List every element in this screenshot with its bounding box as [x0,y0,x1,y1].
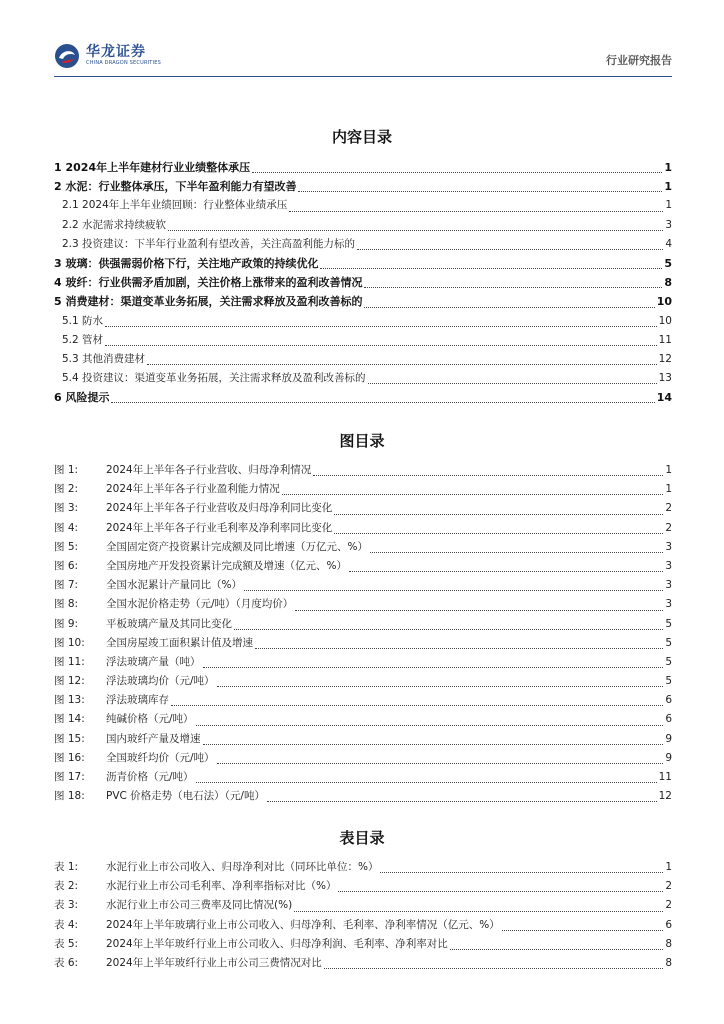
toc-entry[interactable] [54,177,672,196]
dot-leader [294,911,663,912]
table-entry-title: 水泥行业上市公司毛利率、净利率指标对比（%） [106,880,337,893]
toc-entry-title: 3 玻璃：供强需弱价格下行，关注地产政策的持续优化 [54,256,319,270]
table-entry[interactable] [54,858,672,877]
figure-entry-label: 图 11: [54,655,85,668]
table-entry-label: 表 4: [54,918,79,931]
table-entry-title: 2024年上半年玻璃行业上市公司收入、归母净利、毛利率、净利率情况（亿元、%） [106,918,500,931]
figure-entry[interactable] [54,634,672,653]
toc-entry-page: 4 [665,237,672,250]
table-entry-label: 表 5: [54,937,79,950]
toc-entry-page: 1 [665,199,672,212]
figure-entry-title: 2024年上半年各子行业盈利能力情况 [106,483,280,496]
toc-entry-title: 5 消费建材：渠道变革业务拓展，关注需求释放及盈利改善标的 [54,295,363,309]
figure-entry[interactable] [54,730,672,749]
dot-leader [380,872,663,873]
figure-entry-label: 图 16: [54,751,85,764]
table-entry-label: 表 1: [54,861,79,873]
figure-entry-page: 2 [665,502,672,515]
toc-entry-title: 1 2024年上半年建材行业业绩整体承压 [54,161,251,174]
figure-entry-page: 3 [665,559,672,572]
dot-leader [147,364,657,365]
table-entry-page: 8 [665,956,672,969]
dot-leader [196,725,664,726]
dot-leader [313,475,663,476]
figure-entry-page: 9 [665,732,672,745]
toc-entry-page: 11 [658,333,672,346]
figure-entry-label: 图 15: [54,732,85,745]
table-entry-label: 表 2: [54,880,79,893]
figure-entry-page: 5 [665,655,672,668]
figure-entry-page: 5 [665,636,672,649]
table-entry-page: 1 [665,861,672,873]
report-type-label: 行业研究报告 [606,54,672,67]
dot-leader [368,383,657,384]
dot-leader [105,345,657,346]
dot-leader [105,326,657,327]
toc-entry[interactable] [54,369,672,388]
table-entry[interactable] [54,916,672,935]
page-header [54,40,672,76]
figure-entry-page: 9 [665,751,672,764]
figure-entry-page: 6 [665,694,672,707]
dot-leader [502,930,664,931]
toc-entry-page: 3 [665,218,672,231]
tables-list [54,858,672,973]
figure-entry[interactable] [54,538,672,557]
dot-leader [338,891,663,892]
dot-leader [171,705,663,706]
table-entry-page: 8 [665,937,672,950]
dot-leader [298,191,662,192]
dot-leader [217,763,664,764]
toc-entry-title: 2.2 水泥需求持续疲软 [62,218,167,231]
figure-entry-title: 国内玻纤产量及增速 [106,732,201,745]
toc-title: 内容目录 [331,128,392,146]
figure-entry-page: 3 [665,579,672,592]
figure-entry[interactable] [54,461,672,480]
toc-entry-title: 5.2 管材 [62,333,104,346]
figure-entry-title: 浮法玻璃库存 [106,694,169,707]
figure-entry-label: 图 3: [54,502,79,515]
dot-leader [196,782,657,783]
figure-entry-page: 3 [665,540,672,553]
figure-entry-title: 纯碱价格（元/吨） [106,713,194,726]
dot-leader [349,571,663,572]
figure-entry-label: 图 8: [54,598,79,611]
figure-entry-title: 浮法玻璃产量（吨） [106,655,201,668]
figure-entry-title: 全国水泥价格走势（元/吨）（月度均价） [106,598,294,611]
toc-entry[interactable] [54,235,672,254]
table-entry-title: 水泥行业上市公司三费率及同比情况(%) [106,899,293,912]
figure-entry-label: 图 2: [54,483,79,496]
figure-entry-page: 6 [665,713,672,726]
dot-leader [282,494,664,495]
figure-entry[interactable] [54,557,672,576]
figure-entry[interactable] [54,576,672,595]
table-entry[interactable] [54,954,672,973]
toc-entry[interactable] [54,196,672,215]
dot-leader [364,307,654,308]
table-entry-page: 2 [665,880,672,893]
figure-entry-label: 图 9: [54,617,79,630]
figure-entry-label: 图 5: [54,540,79,553]
figure-entry-label: 图 6: [54,559,79,572]
toc-entry-page: 1 [664,161,672,174]
figure-entry-title: 全国水泥累计产量同比（%） [106,579,242,592]
toc-entry-title: 2.1 2024年上半年业绩回顾：行业整体业绩承压 [62,199,288,212]
toc-list [54,158,672,407]
toc-entry-title: 6 风险提示 [54,391,110,405]
toc-entry[interactable] [54,312,672,331]
figure-entry-title: 全国房屋竣工面积累计值及增速 [106,636,253,649]
dot-leader [255,648,663,649]
figure-entry[interactable] [54,749,672,768]
dot-leader [203,744,664,745]
dot-leader [289,211,663,212]
figure-entry-label: 图 12: [54,675,85,688]
figure-entry-label: 图 18: [54,790,85,803]
figure-entry[interactable] [54,653,672,672]
toc-entry-page: 1 [664,180,672,194]
dot-leader [357,249,663,250]
table-entry-title: 2024年上半年玻纤行业上市公司三费情况对比 [106,956,322,969]
table-entry[interactable] [54,877,672,896]
figure-entry-title: 平板玻璃产量及其同比变化 [106,617,232,630]
figure-entry-title: 浮法玻璃均价（元/吨） [106,675,215,688]
table-entry-page: 6 [665,918,672,931]
tables-title: 表目录 [339,829,385,847]
toc-entry-title: 4 玻纤：行业供需矛盾加剧，关注价格上涨带来的盈利改善情况 [54,276,363,290]
dot-leader [252,172,662,173]
dragon-logo-icon [54,43,80,69]
dot-leader [334,533,663,534]
figure-entry[interactable] [54,768,672,787]
table-entry-title: 水泥行业上市公司收入、归母净利对比（同环比单位：%） [106,861,379,873]
dot-leader [168,230,663,231]
figure-entry-page: 1 [665,483,672,496]
logo-english-name: CHINA DRAGON SECURITIES [86,60,161,66]
figure-entry[interactable] [54,710,672,729]
figure-entry[interactable] [54,615,672,634]
figure-entry[interactable] [54,787,672,806]
dot-leader [450,949,664,950]
dot-leader [217,686,664,687]
company-logo [54,40,161,72]
toc-entry-page: 10 [658,314,672,327]
figure-entry-page: 5 [665,617,672,630]
toc-entry[interactable] [54,254,672,273]
figure-entry[interactable] [54,519,672,538]
toc-entry-title: 5.4 投资建议：渠道变革业务拓展，关注需求释放及盈利改善标的 [62,372,366,385]
toc-entry-page: 12 [658,352,672,365]
figure-entry-title: 全国固定资产投资累计完成额及同比增速（万亿元、%） [106,540,368,553]
dot-leader [267,801,657,802]
figure-entry-page: 12 [658,790,672,803]
figures-title: 图目录 [339,432,385,450]
table-entry-page: 2 [665,899,672,912]
figure-entry-page: 3 [665,598,672,611]
dot-leader [203,667,664,668]
dot-leader [370,552,663,553]
toc-entry[interactable] [54,158,672,177]
figure-entry[interactable] [54,595,672,614]
figure-entry-label: 图 4: [54,521,79,534]
header-divider [54,76,672,77]
toc-entry[interactable] [54,292,672,311]
figure-entry-title: 沥青价格（元/吨） [106,771,194,783]
toc-entry-title: 2.3 投资建议：下半年行业盈利有望改善，关注高盈利能力标的 [62,237,356,250]
toc-entry-page: 5 [664,256,672,270]
table-entry[interactable] [54,896,672,915]
figure-entry-label: 图 7: [54,579,79,592]
toc-entry-page: 14 [656,391,672,405]
figure-entry-page: 11 [658,771,672,783]
table-entry[interactable] [54,935,672,954]
dot-leader [295,610,663,611]
figure-entry-title: 2024年上半年各子行业营收及归母净利同比变化 [106,502,333,515]
dot-leader [234,629,663,630]
figure-entry-title: 2024年上半年各子行业毛利率及净利率同比变化 [106,521,333,534]
dot-leader [244,590,663,591]
figure-entry-title: 2024年上半年各子行业营收、归母净利情况 [106,464,312,476]
dot-leader [324,968,664,969]
logo-chinese-name: 华龙证券 [86,44,146,60]
figure-entry-label: 图 17: [54,771,85,783]
table-entry-label: 表 3: [54,899,79,912]
figure-entry-title: 全国玻纤均价（元/吨） [106,751,215,764]
table-entry-label: 表 6: [54,956,79,969]
toc-entry-title: 5.3 其他消费建材 [62,352,146,365]
toc-entry-title: 2 水泥：行业整体承压，下半年盈利能力有望改善 [54,180,297,194]
toc-entry-page: 13 [658,372,672,385]
toc-entry-page: 8 [664,276,672,290]
dot-leader [320,268,662,269]
toc-entry[interactable] [54,216,672,235]
toc-entry[interactable] [54,273,672,292]
toc-entry[interactable] [54,331,672,350]
toc-entry[interactable] [54,350,672,369]
figure-entry-label: 图 1: [54,464,79,476]
figures-list [54,461,672,806]
figure-entry[interactable] [54,499,672,518]
figure-entry-page: 1 [665,464,672,476]
toc-entry-page: 10 [656,295,672,309]
toc-entry[interactable] [54,388,672,407]
figure-entry-label: 图 13: [54,694,85,707]
dot-leader [334,514,663,515]
figure-entry-label: 图 10: [54,636,85,649]
toc-entry-title: 5.1 防水 [62,314,104,327]
dot-leader [111,402,654,403]
figure-entry-page: 5 [665,675,672,688]
table-entry-title: 2024年上半年玻纤行业上市公司收入、归母净利润、毛利率、净利率对比 [106,937,448,950]
figure-entry[interactable] [54,691,672,710]
figure-entry-page: 2 [665,521,672,534]
figure-entry[interactable] [54,480,672,499]
figure-entry-label: 图 14: [54,713,85,726]
dot-leader [364,287,662,288]
figure-entry-title: 全国房地产开发投资累计完成额及增速（亿元、%） [106,559,347,572]
figure-entry-title: PVC 价格走势（电石法）（元/吨） [106,790,265,803]
figure-entry[interactable] [54,672,672,691]
